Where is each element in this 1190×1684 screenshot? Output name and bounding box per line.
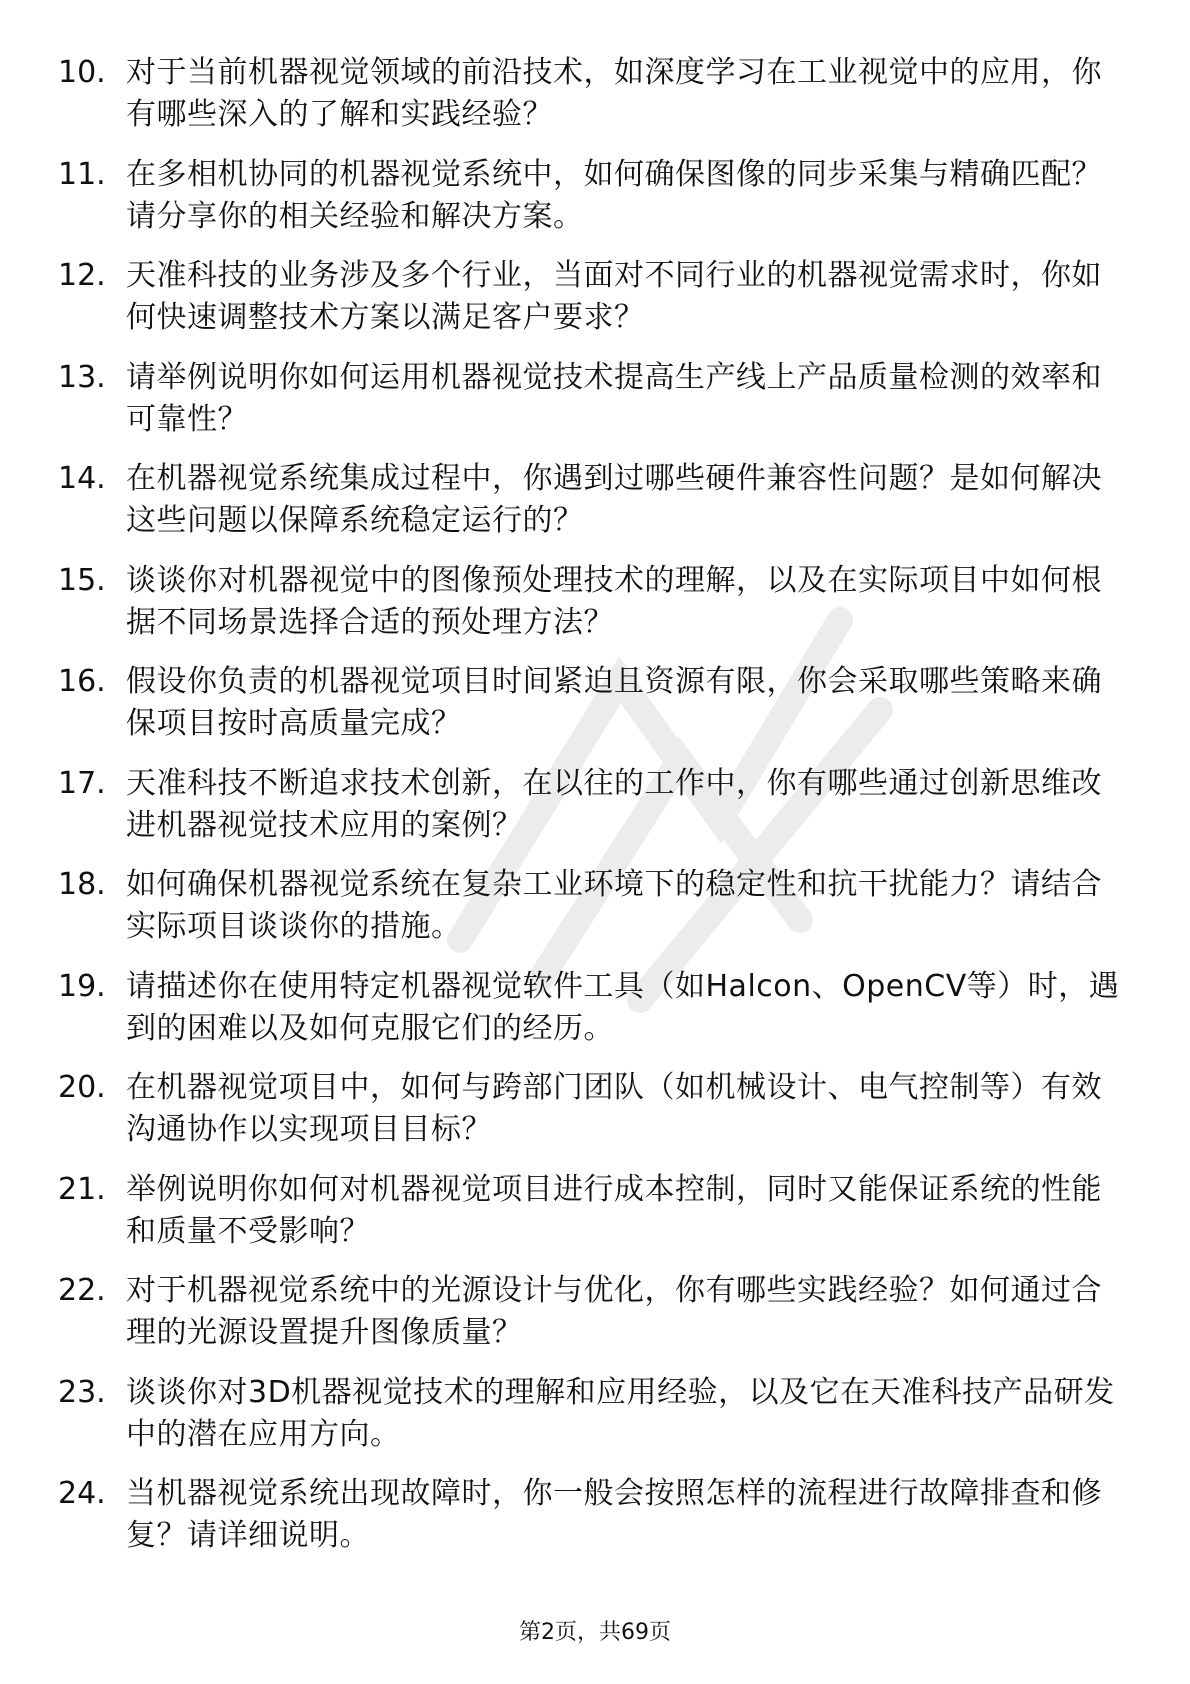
page-footer: 第2页，共69页 [519, 1620, 671, 1645]
question-item [58, 560, 1128, 662]
question-text: 对于机器视觉系统中的光源设计与优化，你有哪些实践经验？如何通过合理的光源设置提升图像质量？ [126, 1273, 1102, 1350]
question-text: 谈谈你对机器视觉中的图像预处理技术的理解，以及在实际项目中如何根据不同场景选择合适的预处理方法？ [126, 562, 1102, 640]
question-number: 21. [58, 1171, 106, 1207]
question-item [58, 763, 1128, 865]
question-item [58, 1473, 1128, 1575]
question-number: 14. [58, 461, 106, 496]
question-number: 10. [58, 55, 106, 90]
question-text: 天准科技不断追求技术创新，在以往的工作中，你有哪些通过创新思维改进机器视觉技术应用的案例？ [126, 765, 1102, 843]
question-number: 24. [58, 1476, 106, 1511]
question-number: 23. [58, 1374, 106, 1410]
question-text: 假设你负责的机器视觉项目时间紧迫且资源有限，你会采取哪些策略来确保项目按时高质量完成？ [126, 664, 1102, 741]
question-text: 请描述你在使用特定机器视觉软件工具（如Halcon、OpenCV等）时，遇到的困难以及如何克服它们的经历。 [126, 968, 1120, 1046]
question-item [58, 966, 1128, 1068]
question-item [58, 52, 1128, 154]
question-number: 22. [58, 1273, 106, 1308]
question-number: 17. [58, 765, 106, 801]
question-number: 20. [58, 1070, 106, 1105]
question-number: 13. [58, 359, 106, 395]
question-text: 举例说明你如何对机器视觉项目进行成本控制，同时又能保证系统的性能和质量不受影响？ [126, 1171, 1102, 1249]
question-item [58, 255, 1128, 357]
question-text: 如何确保机器视觉系统在复杂工业环境下的稳定性和抗干扰能力？请结合实际项目谈谈你的措施。 [126, 867, 1102, 944]
question-item [58, 154, 1128, 256]
question-item [58, 1169, 1128, 1271]
question-text: 在机器视觉系统集成过程中，你遇到过哪些硬件兼容性问题？是如何解决这些问题以保障系统稳定运行的？ [126, 461, 1102, 538]
question-text: 对于当前机器视觉领域的前沿技术，如深度学习在工业视觉中的应用，你有哪些深入的了解和实践经验？ [126, 55, 1102, 132]
question-number: 16. [58, 664, 106, 699]
question-item [58, 1372, 1128, 1474]
question-text: 请举例说明你如何运用机器视觉技术提高生产线上产品质量检测的效率和可靠性？ [126, 359, 1102, 437]
question-item [58, 458, 1128, 560]
question-text: 谈谈你对3D机器视觉技术的理解和应用经验，以及它在天准科技产品研发中的潜在应用方向。 [126, 1374, 1115, 1452]
question-item [58, 1067, 1128, 1169]
question-text: 在多相机协同的机器视觉系统中，如何确保图像的同步采集与精确匹配？请分享你的相关经验和解决方案。 [126, 156, 1102, 234]
question-number: 12. [58, 258, 106, 293]
question-number: 15. [58, 562, 106, 598]
question-number: 18. [58, 867, 106, 902]
question-text: 天准科技的业务涉及多个行业，当面对不同行业的机器视觉需求时，你如何快速调整技术方案以满足客户要求？ [126, 258, 1102, 335]
question-list [58, 52, 1128, 1575]
question-item [58, 1270, 1128, 1372]
question-item [58, 661, 1128, 763]
question-item [58, 864, 1128, 966]
question-text: 当机器视觉系统出现故障时，你一般会按照怎样的流程进行故障排查和修复？请详细说明。 [126, 1476, 1102, 1553]
question-number: 11. [58, 156, 106, 192]
question-text: 在机器视觉项目中，如何与跨部门团队（如机械设计、电气控制等）有效沟通协作以实现项目目标？ [126, 1070, 1102, 1147]
question-item [58, 357, 1128, 459]
question-number: 19. [58, 968, 106, 1004]
